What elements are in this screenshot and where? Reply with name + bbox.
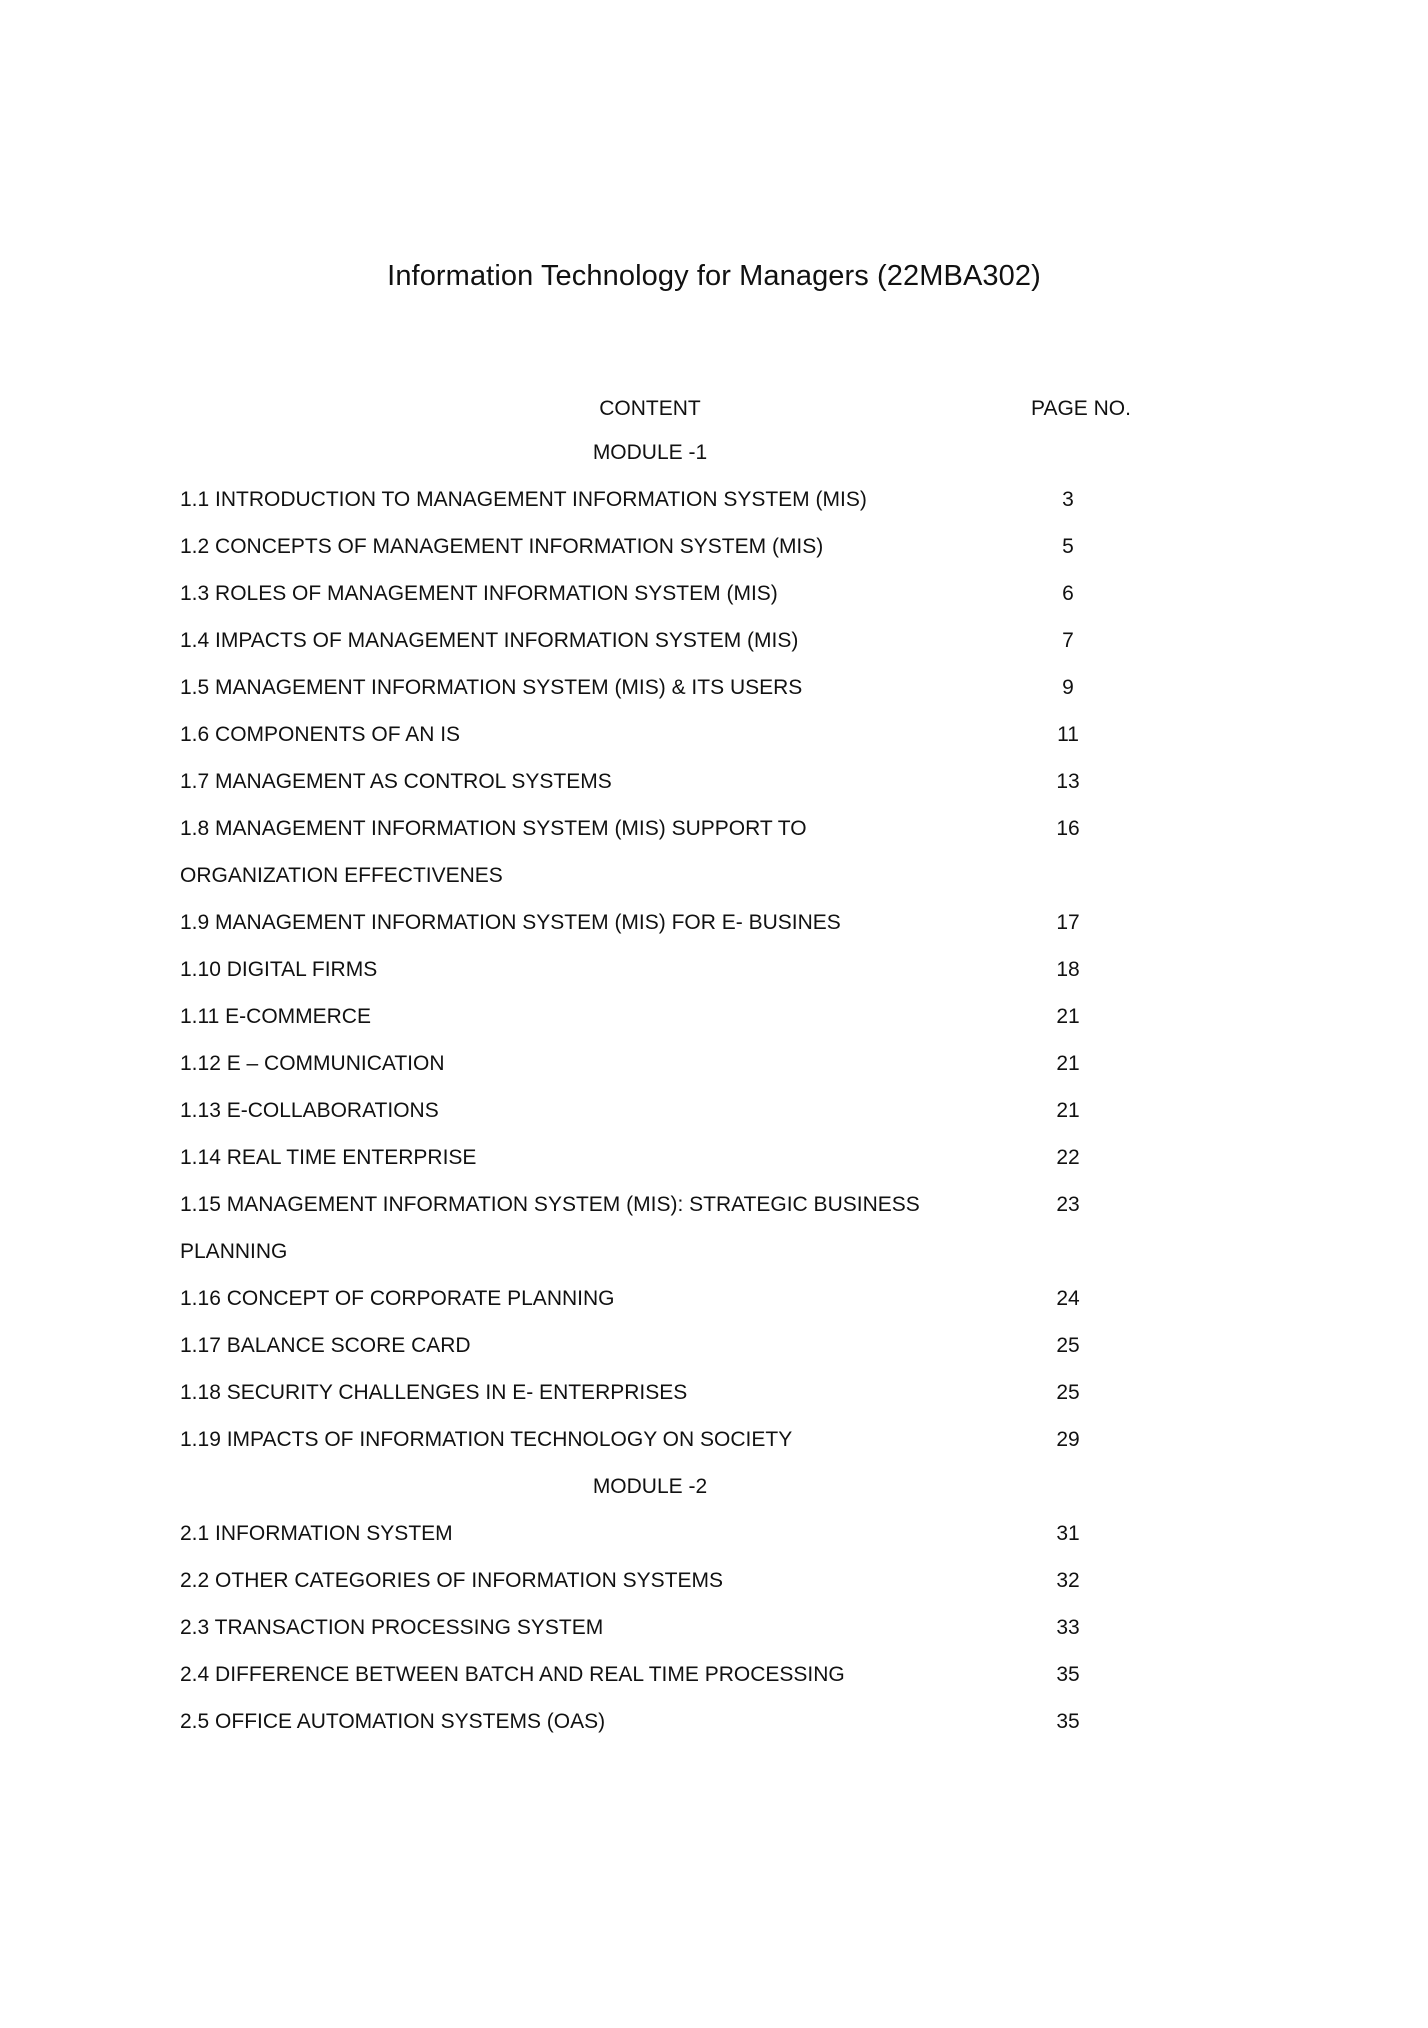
toc-entry-page-number: 33 [1056,1616,1080,1639]
toc-entry-page-number: 29 [1056,1428,1080,1451]
toc-entry[interactable] [180,1651,1248,1698]
toc-entry-title: 1.5 MANAGEMENT INFORMATION SYSTEM (MIS) & ITS USERS [180,676,803,699]
content-column-header: CONTENT [599,397,701,420]
toc-entry[interactable] [180,899,1248,946]
toc-entry[interactable] [180,1510,1248,1557]
toc-entry-page-number: 31 [1056,1522,1080,1545]
toc-entry[interactable] [180,1369,1248,1416]
toc-entry-title: 1.14 REAL TIME ENTERPRISE [180,1146,477,1169]
toc-entry[interactable] [180,1040,1248,1087]
toc-entry[interactable] [180,1604,1248,1651]
toc-entry[interactable] [180,476,1248,523]
toc-entry-title: 1.9 MANAGEMENT INFORMATION SYSTEM (MIS) FOR E- BUSINES [180,911,841,934]
toc-entry-page-number: 16 [1056,817,1080,840]
toc-entry-page-number: 6 [1062,582,1074,605]
toc-entry[interactable] [180,805,1248,852]
toc-entry-page-number: 24 [1056,1287,1080,1310]
toc-entry-title: 1.4 IMPACTS OF MANAGEMENT INFORMATION SYSTEM (MIS) [180,629,799,652]
toc-entry-title: 1.1 INTRODUCTION TO MANAGEMENT INFORMATION SYSTEM (MIS) [180,488,867,511]
toc-entry-page-number: 13 [1056,770,1080,793]
toc-entry-title: 2.5 OFFICE AUTOMATION SYSTEMS (OAS) [180,1710,606,1733]
toc-entry-page-number: 11 [1057,723,1079,746]
toc-entry-page-number: 9 [1062,676,1074,699]
toc-entry[interactable] [180,711,1248,758]
toc-entry[interactable] [180,1322,1248,1369]
toc-entry-page-number: 25 [1056,1381,1080,1404]
toc-entry[interactable] [180,1557,1248,1604]
table-of-contents [180,389,1248,1745]
toc-entry-title: 1.19 IMPACTS OF INFORMATION TECHNOLOGY ON SOCIETY [180,1428,793,1451]
toc-entry-title: 2.4 DIFFERENCE BETWEEN BATCH AND REAL TIME PROCESSING [180,1663,845,1686]
toc-entry-page-number: 21 [1056,1005,1080,1028]
toc-entry-page-number: 35 [1056,1663,1080,1686]
toc-entry-page-number: 25 [1056,1334,1080,1357]
toc-entry[interactable] [180,1698,1248,1745]
toc-entry-page-number: 3 [1062,488,1074,511]
toc-entry-page-number: 22 [1056,1146,1080,1169]
toc-entry-page-number: 23 [1056,1193,1080,1216]
page-title: Information Technology for Managers (22MBA302) [387,260,1041,292]
toc-entry-title: 1.3 ROLES OF MANAGEMENT INFORMATION SYSTEM (MIS) [180,582,778,605]
toc-entry-title: 1.15 MANAGEMENT INFORMATION SYSTEM (MIS): STRATEGIC BUSINESS [180,1193,920,1216]
toc-entry-page-number: 7 [1062,629,1074,652]
toc-entry[interactable] [180,1275,1248,1322]
toc-entry[interactable] [180,1087,1248,1134]
toc-entry-page-number: 5 [1062,535,1074,558]
toc-entry-title: 1.18 SECURITY CHALLENGES IN E- ENTERPRISES [180,1381,688,1404]
toc-entry-title: 1.11 E-COMMERCE [180,1005,371,1028]
toc-entry[interactable] [180,946,1248,993]
toc-entry-page-number: 18 [1056,958,1080,981]
toc-entry[interactable] [180,1134,1248,1181]
toc-body [180,429,1248,1745]
toc-entry-title: 1.17 BALANCE SCORE CARD [180,1334,471,1357]
toc-entry-continuation: ORGANIZATION EFFECTIVENES [180,864,503,887]
toc-entry-title: 1.7 MANAGEMENT AS CONTROL SYSTEMS [180,770,612,793]
toc-entry[interactable] [180,664,1248,711]
toc-entry-title: 2.1 INFORMATION SYSTEM [180,1522,453,1545]
toc-entry-title: 2.2 OTHER CATEGORIES OF INFORMATION SYSTEMS [180,1569,723,1592]
page-number-column-header: PAGE NO. [1031,397,1131,420]
toc-entry-title: 1.2 CONCEPTS OF MANAGEMENT INFORMATION SYSTEM (MIS) [180,535,824,558]
toc-entry-title: 1.13 E-COLLABORATIONS [180,1099,439,1122]
toc-entry[interactable] [180,993,1248,1040]
toc-entry[interactable] [180,1416,1248,1463]
toc-entry-title: 1.16 CONCEPT OF CORPORATE PLANNING [180,1287,615,1310]
toc-entry-page-number: 35 [1056,1710,1080,1733]
toc-entry-page-number: 17 [1056,911,1080,934]
toc-entry[interactable] [180,617,1248,664]
toc-entry-page-number: 32 [1056,1569,1080,1592]
toc-column-headers [180,389,1248,429]
toc-entry-title: 1.6 COMPONENTS OF AN IS [180,723,461,746]
toc-entry[interactable] [180,570,1248,617]
module-heading: MODULE -1 [592,441,708,464]
toc-entry-title: 2.3 TRANSACTION PROCESSING SYSTEM [180,1616,604,1639]
toc-entry-page-number: 21 [1056,1099,1080,1122]
toc-entry-title: 1.12 E – COMMUNICATION [180,1052,445,1075]
toc-entry-title: 1.10 DIGITAL FIRMS [180,958,378,981]
module-heading: MODULE -2 [592,1475,708,1498]
toc-entry-continuation: PLANNING [180,1240,288,1263]
toc-entry[interactable] [180,758,1248,805]
toc-entry[interactable] [180,1181,1248,1228]
toc-entry-title: 1.8 MANAGEMENT INFORMATION SYSTEM (MIS) SUPPORT TO [180,817,807,840]
toc-entry[interactable] [180,523,1248,570]
toc-entry-page-number: 21 [1056,1052,1080,1075]
